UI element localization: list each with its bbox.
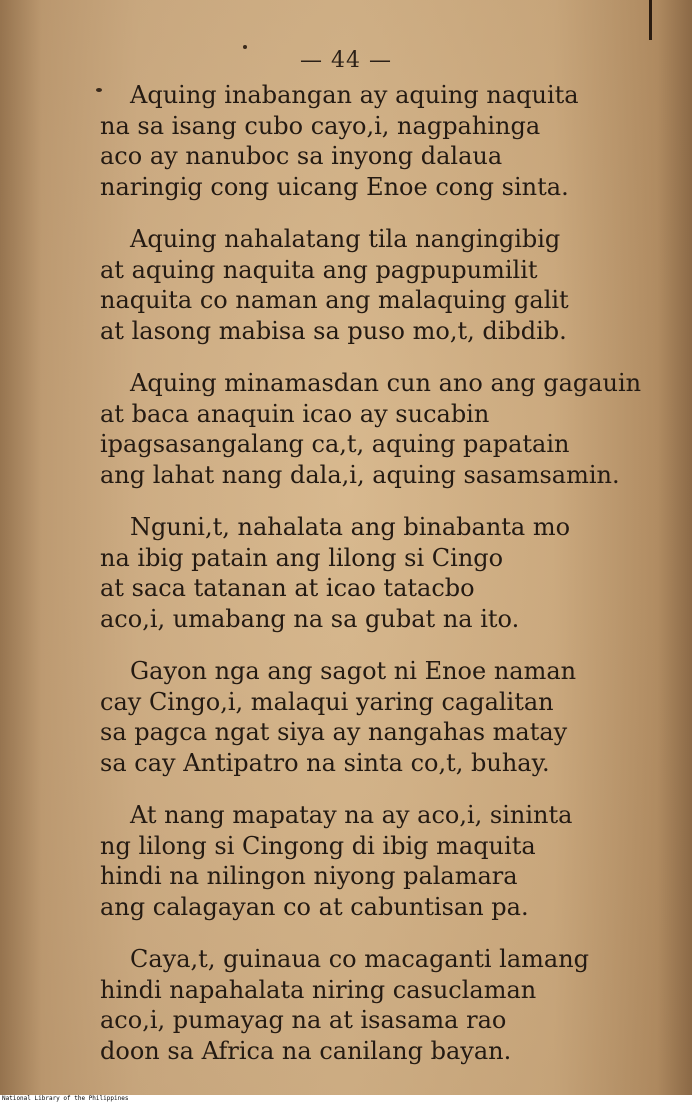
stanza xyxy=(100,656,680,778)
verse-line: aco ay nanuboc sa inyong dalaua xyxy=(100,142,503,170)
stanza xyxy=(100,512,680,634)
verse-line: na ibig patain ang lilong si Cingo xyxy=(100,543,504,572)
stanza xyxy=(100,368,680,490)
footer-credit: National Library of the Philippines xyxy=(0,1095,692,1103)
verse-line: naringig cong uicang Enoe cong sinta. xyxy=(100,172,569,201)
verse-line: aco,i, umabang na sa gubat na ito. xyxy=(100,604,520,633)
verse-line: hindi na nilingon niyong palamara xyxy=(100,862,518,890)
verse-line: at lasong mabisa sa puso mo,t, dibdib. xyxy=(100,316,567,345)
verse-line: Gayon nga ang sagot ni Enoe naman xyxy=(130,657,577,685)
verse-line: doon sa Africa na canilang bayan. xyxy=(100,1036,512,1065)
verse-line: at saca tatanan at icao tatacbo xyxy=(100,574,475,602)
poem-text xyxy=(100,80,680,1088)
verse-line: na sa isang cubo cayo,i, nagpahinga xyxy=(100,111,541,140)
verse-line: ng lilong si Cingong di ibig maquita xyxy=(100,831,536,860)
verse-line: Aquing inabangan ay aquing naquita xyxy=(130,81,579,109)
verse-line: sa pagca ngat siya ay nangahas matay xyxy=(100,718,568,746)
verse-line: at aquing naquita ang pagpupumilit xyxy=(100,255,538,284)
verse-line: Aquing minamasdan cun ano ang gagauin xyxy=(130,369,642,397)
verse-line: at baca anaquin icao ay sucabin xyxy=(100,399,490,428)
verse-line: ipagsasangalang ca,t, aquing papatain xyxy=(100,430,570,458)
verse-line: Nguni,t, nahalata ang binabanta mo xyxy=(130,513,571,541)
verse-line: naquita co naman ang malaquing galit xyxy=(100,286,569,314)
stanza xyxy=(100,944,680,1066)
ink-mark xyxy=(649,0,652,40)
verse-line: cay Cingo,i, malaqui yaring cagalitan xyxy=(100,687,554,716)
stanza xyxy=(100,80,680,202)
page-number: — 44 — xyxy=(300,48,392,73)
verse-line: Caya,t, guinaua co macaganti lamang xyxy=(130,945,590,973)
stanza xyxy=(100,224,680,346)
verse-line: ang calagayan co at cabuntisan pa. xyxy=(100,892,529,921)
verse-line: aco,i, pumayag na at isasama rao xyxy=(100,1006,507,1034)
verse-line: ang lahat nang dala,i, aquing sasamsamin. xyxy=(100,460,620,489)
verse-line: hindi napahalata niring casuclaman xyxy=(100,975,537,1004)
verse-line: sa cay Antipatro na sinta co,t, buhay. xyxy=(100,748,550,777)
verse-line: At nang mapatay na ay aco,i, sininta xyxy=(130,801,573,829)
verse-line: Aquing nahalatang tila nangingibig xyxy=(130,225,561,253)
stanza xyxy=(100,800,680,922)
